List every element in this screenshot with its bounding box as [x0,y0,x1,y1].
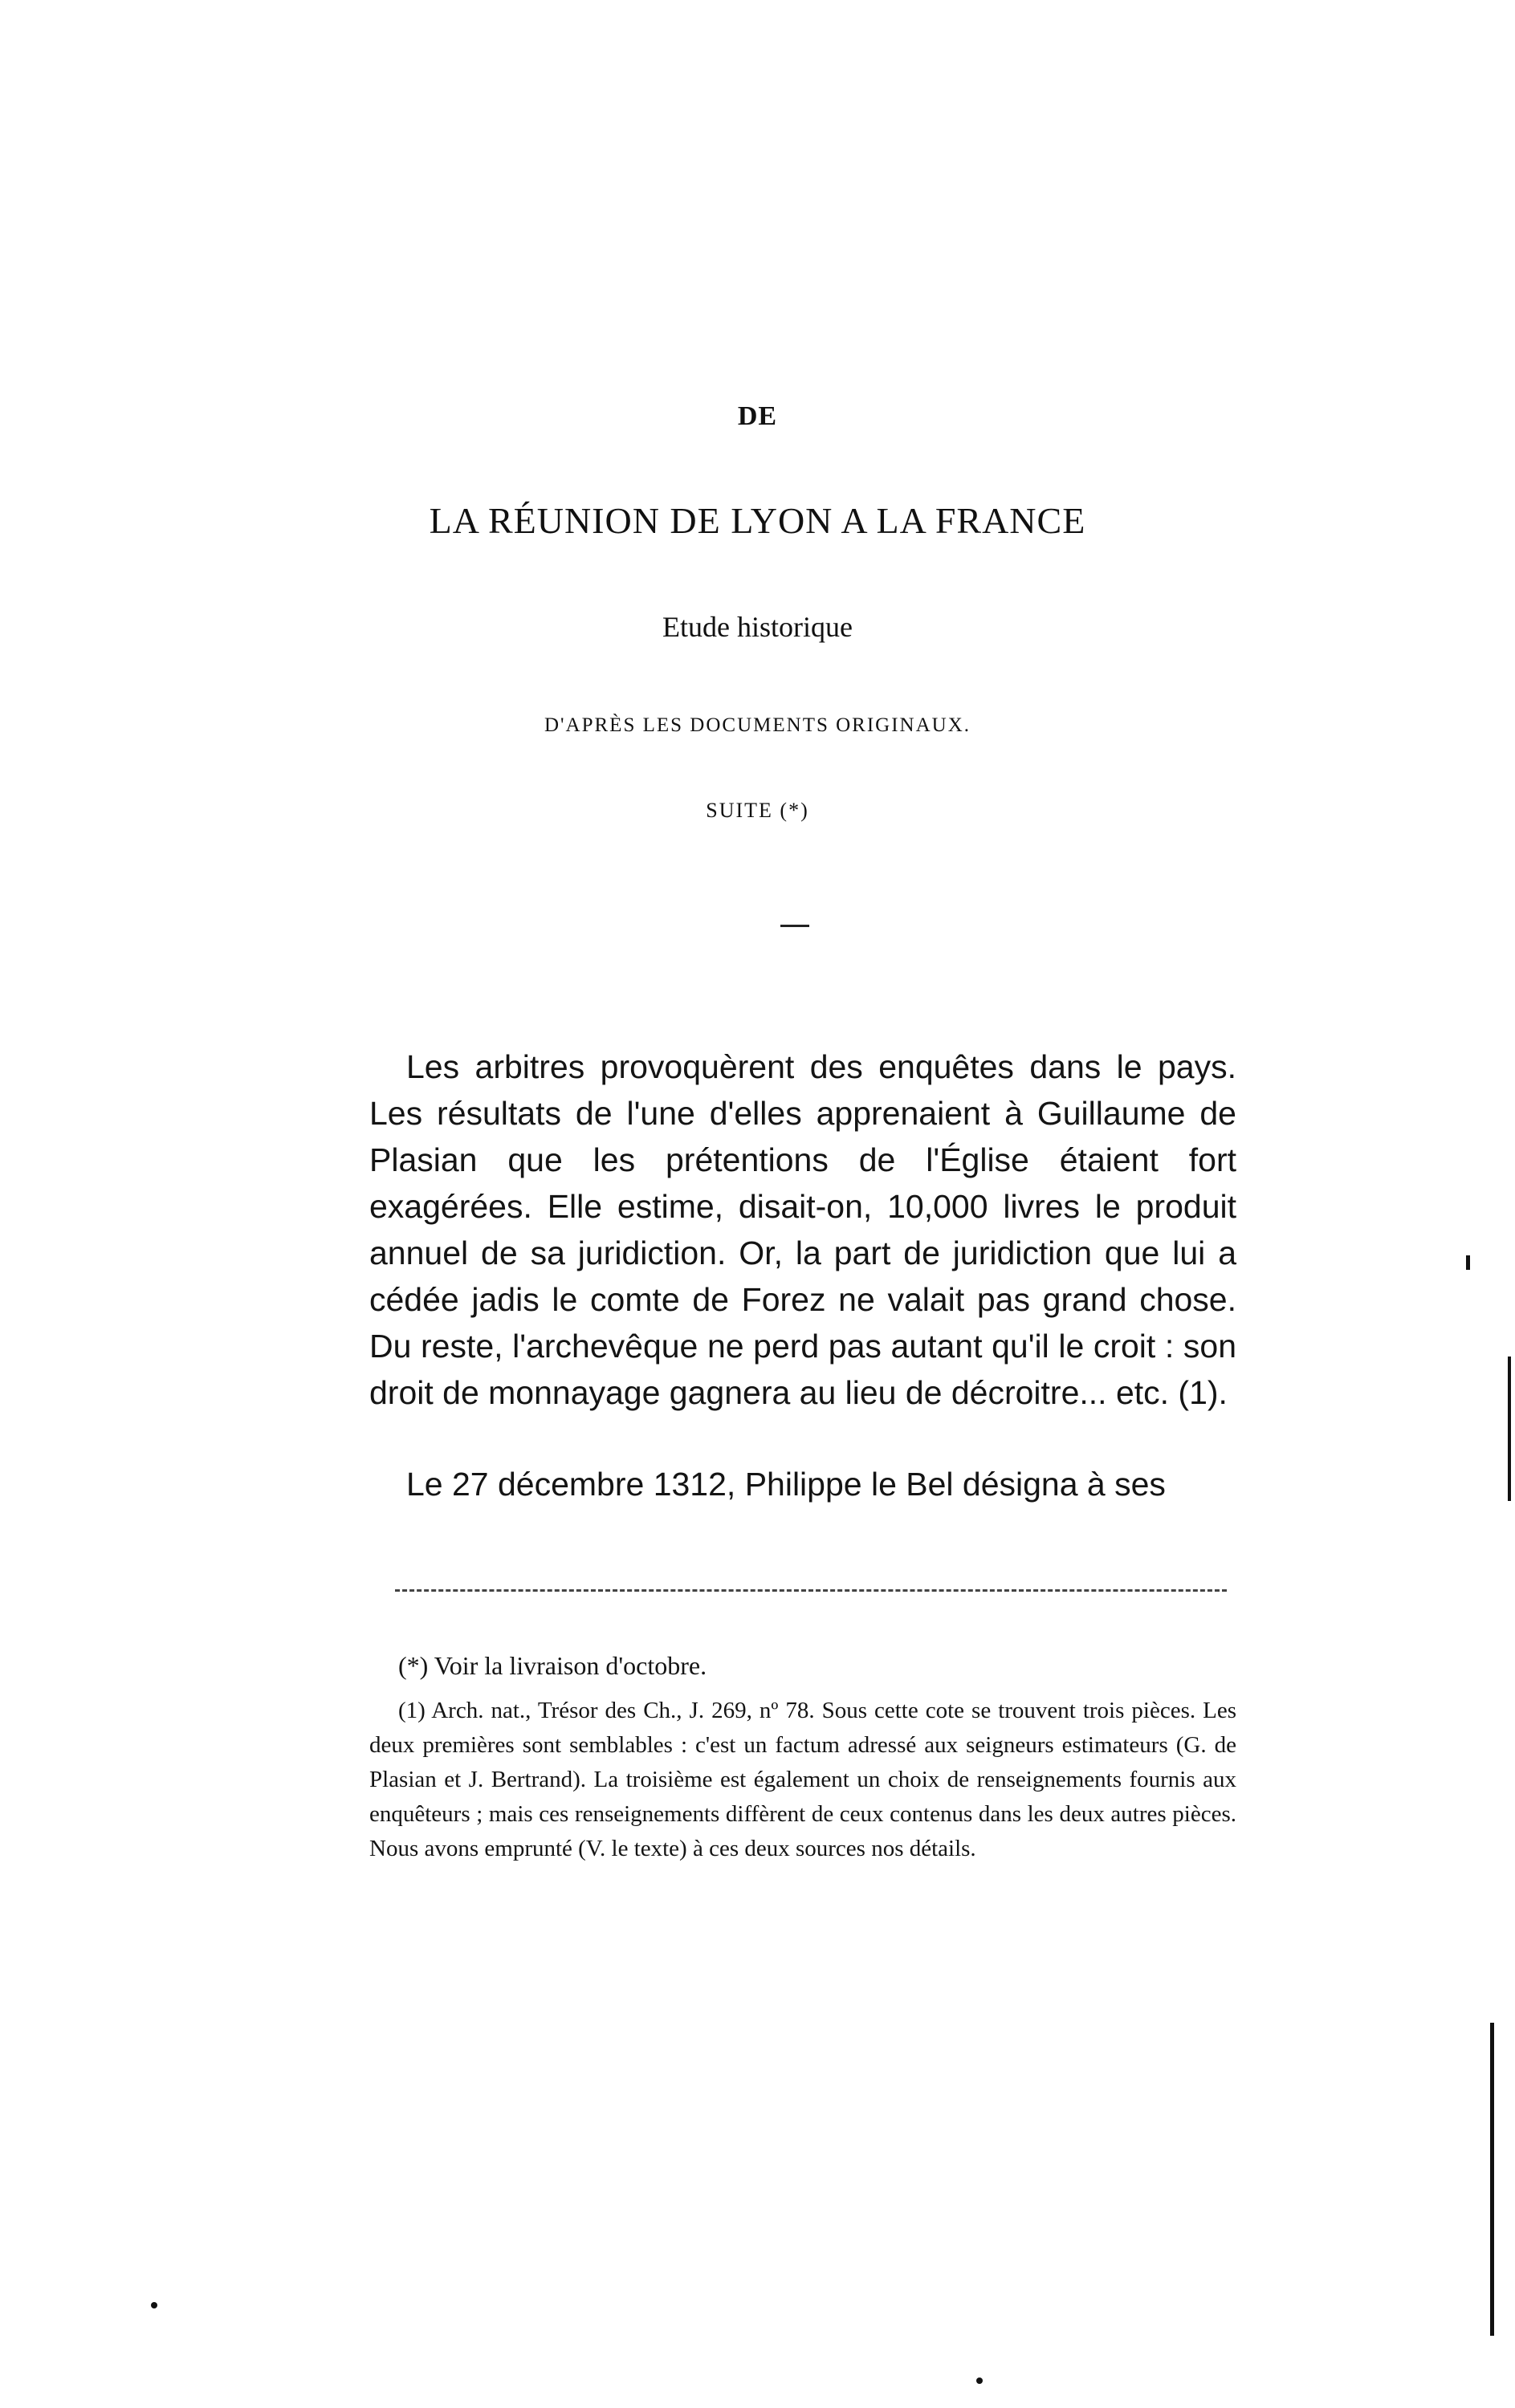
footnote-1: (1) Arch. nat., Trésor des Ch., J. 269, nº 78. Sous cette cote se trouvent trois pièces. Les deux premières sont semblables : c'est un factum adressé aux seigneurs estimateurs (G. de Plasian et J. Bertrand). La troisième est également un choix de renseignements fournis aux enquêteurs ; mais ces renseignements diffèrent de ceux contenus dans les deux autres pièces. Nous avons emprunté (V. le texte) à ces deux sources nos détails. [369,1698,1236,1861]
margin-dot-left [151,2302,157,2308]
margin-edge-line-top [1508,1357,1511,1501]
sequel-label: SUITE (*) [706,799,809,822]
margin-edge-line-bottom [1490,2023,1494,2336]
margin-dot-bottom [976,2377,983,2384]
footnote-star: (*) Voir la livraison d'octobre. [398,1651,707,1680]
source-line: D'APRÈS LES DOCUMENTS ORIGINAUX. [544,714,971,736]
footnote-rule [395,1589,1227,1592]
page-title: LA RÉUNION DE LYON A LA FRANCE [429,500,1086,541]
page-subtitle: Etude historique [662,611,853,643]
heading-separator [780,925,809,927]
margin-dot [1466,1255,1470,1270]
body-paragraph-1: Les arbitres provoquèrent des enquêtes dans le pays. Les résultats de l'une d'elles apprenaient à Guillaume de Plasian que les prétentions de l'Église étaient fort exagérées. Elle estime, disait-on, 10,000 livres le produit annuel de sa juridiction. Or, la part de juridiction que lui a cédée jadis le comte de Forez ne valait pas grand chose. Du reste, l'archevêque ne perd pas autant qu'il le croit : son droit de monnayage gagnera au lieu de décroitre... etc. (1). [369,1048,1236,1411]
heading-kicker: DE [737,401,778,431]
body-paragraph-2: Le 27 décembre 1312, Philippe le Bel désigna à ses [406,1466,1166,1503]
